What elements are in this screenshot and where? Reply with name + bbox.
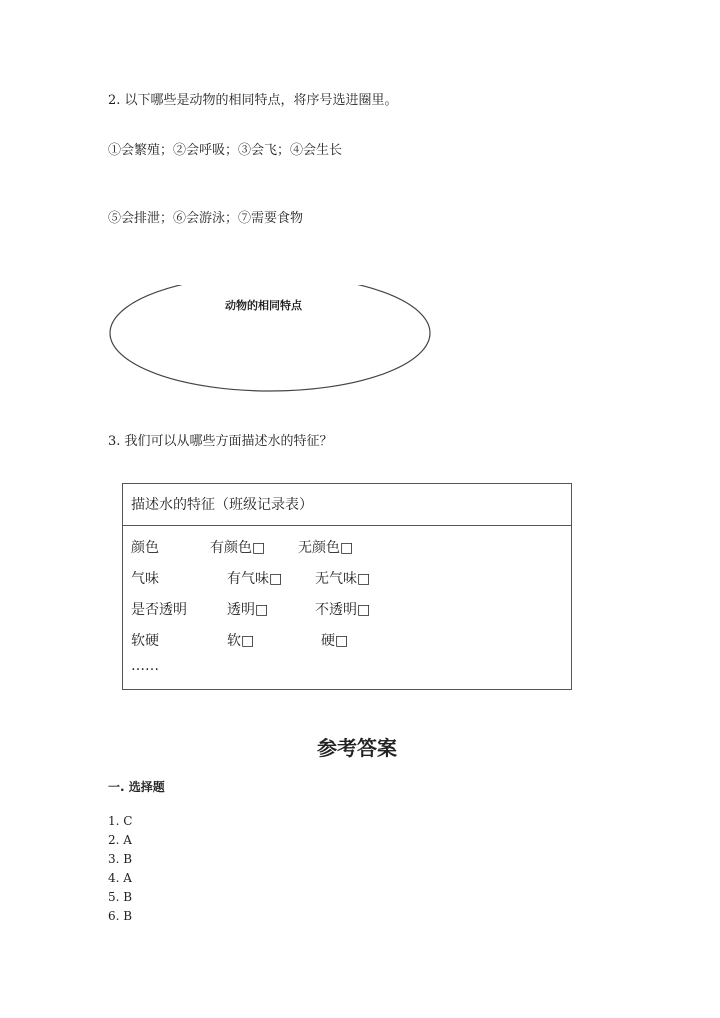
question-2-options-line-2: ⑤会排泄；⑥会游泳；⑦需要食物 <box>108 211 304 226</box>
row-hardness-opt2: 硬□ <box>321 633 349 649</box>
table-title: 描述水的特征（班级记录表） <box>131 497 313 513</box>
row-color-attr: 颜色 <box>131 540 159 556</box>
question-2-options-line-1: ①会繁殖；②会呼吸；③会飞；④会生长 <box>108 143 343 158</box>
row-transparency-attr: 是否透明 <box>131 602 187 618</box>
answer-item-4: 4. A <box>108 871 132 885</box>
answers-section-title: 一. 选择题 <box>108 780 165 794</box>
row-transparency-opt1: 透明□ <box>227 602 269 618</box>
row-transparency-opt2: 不透明□ <box>315 602 371 618</box>
row-color-opt2: 无颜色□ <box>298 540 354 556</box>
row-smell-opt2: 无气味□ <box>315 571 371 587</box>
row-hardness-opt1: 软□ <box>227 633 255 649</box>
water-features-table <box>122 483 572 690</box>
table-header <box>123 484 571 526</box>
row-smell-attr: 气味 <box>131 571 159 587</box>
answer-item-1: 1. C <box>108 814 133 828</box>
answers-heading: 参考答案 <box>317 736 397 760</box>
answer-item-3: 3. B <box>108 852 133 866</box>
answer-item-6: 6. B <box>108 909 133 923</box>
row-smell-opt1: 有气味□ <box>227 571 283 587</box>
question-3-text: 3. 我们可以从哪些方面描述水的特征？ <box>108 434 333 449</box>
row-hardness-attr: 软硬 <box>131 633 159 649</box>
answer-item-2: 2. A <box>108 833 132 847</box>
table-ellipsis: …… <box>131 658 159 674</box>
row-color-opt1: 有颜色□ <box>210 540 266 556</box>
answer-item-5: 5. B <box>108 890 133 904</box>
question-2-text: 2. 以下哪些是动物的相同特点，将序号选进圈里。 <box>108 93 398 108</box>
answer-circle-label: 动物的相同特点 <box>225 299 302 312</box>
